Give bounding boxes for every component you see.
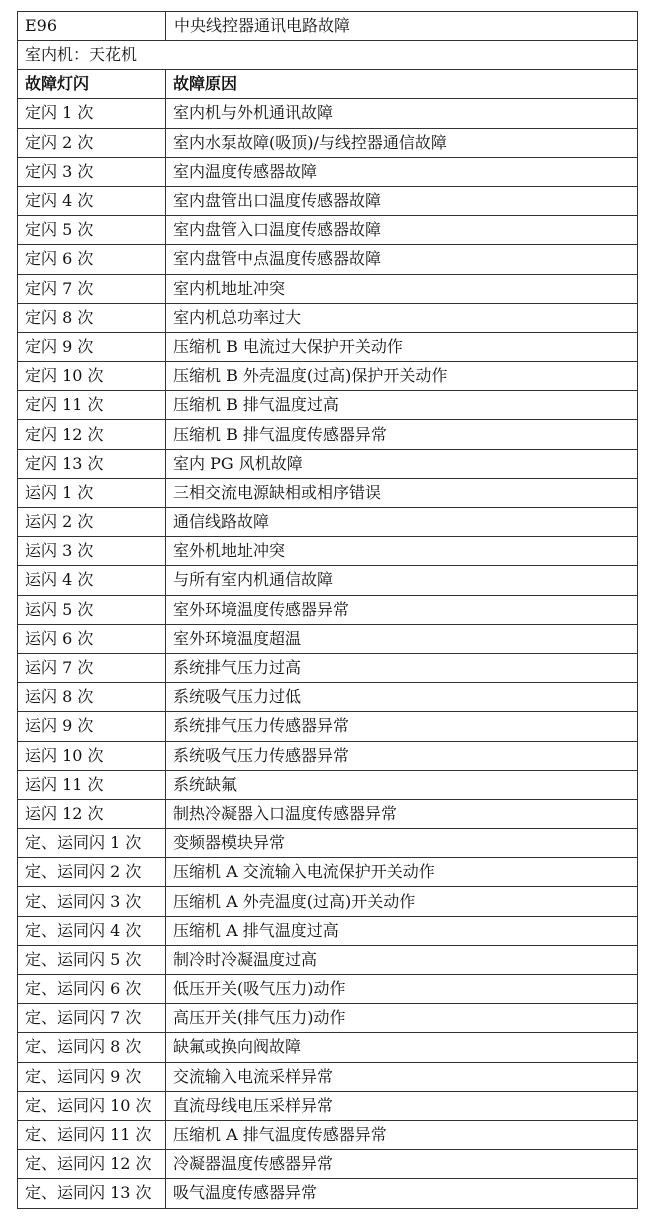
table-row (18, 653, 638, 682)
blink-pattern-cell: 定、运同闪 11 次 (18, 1120, 166, 1149)
blink-pattern-cell: 运闪 9 次 (18, 712, 166, 741)
table-row (18, 391, 638, 420)
table-row (18, 99, 638, 128)
column-header-row (18, 70, 638, 99)
blink-pattern-cell: 定、运同闪 8 次 (18, 1033, 166, 1062)
fault-cause-cell: 缺氟或换向阀故障 (166, 1033, 638, 1062)
fault-cause-cell: 室内水泵故障(吸顶)/与线控器通信故障 (166, 128, 638, 157)
fault-cause-cell: 交流输入电流采样异常 (166, 1062, 638, 1091)
fault-cause-cell: 三相交流电源缺相或相序错误 (166, 478, 638, 507)
fault-cause-cell: 制冷时冷凝温度过高 (166, 945, 638, 974)
table-row (18, 420, 638, 449)
blink-pattern-cell: 定闪 6 次 (18, 245, 166, 274)
fault-table-body (18, 12, 638, 1209)
table-row (18, 128, 638, 157)
table-row (18, 741, 638, 770)
fault-cause-cell: 室内机与外机通讯故障 (166, 99, 638, 128)
fault-cause-cell: 直流母线电压采样异常 (166, 1091, 638, 1120)
table-row (18, 1004, 638, 1033)
fault-cause-cell: 冷凝器温度传感器异常 (166, 1150, 638, 1179)
fault-cause-cell: 压缩机 A 排气温度传感器异常 (166, 1120, 638, 1149)
fault-cause-cell: 压缩机 A 外壳温度(过高)开关动作 (166, 887, 638, 916)
fault-cause-cell: 室内盘管中点温度传感器故障 (166, 245, 638, 274)
blink-pattern-cell: 定、运同闪 6 次 (18, 975, 166, 1004)
blink-pattern-cell: 定闪 4 次 (18, 186, 166, 215)
fault-cause-cell: 系统吸气压力传感器异常 (166, 741, 638, 770)
error-code-row (18, 12, 638, 41)
table-row (18, 1150, 638, 1179)
blink-pattern-cell: 定闪 5 次 (18, 216, 166, 245)
fault-cause-cell: 系统排气压力过高 (166, 653, 638, 682)
fault-cause-cell: 系统缺氟 (166, 770, 638, 799)
fault-code-document (17, 11, 638, 1209)
fault-cause-cell: 与所有室内机通信故障 (166, 566, 638, 595)
blink-pattern-cell: 运闪 11 次 (18, 770, 166, 799)
fault-cause-cell: 室内温度传感器故障 (166, 157, 638, 186)
table-row (18, 245, 638, 274)
header-blink-pattern: 故障灯闪 (18, 70, 166, 99)
blink-pattern-cell: 定、运同闪 7 次 (18, 1004, 166, 1033)
fault-cause-cell: 室内盘管入口温度传感器故障 (166, 216, 638, 245)
fault-cause-cell: 室内机地址冲突 (166, 274, 638, 303)
blink-pattern-cell: 定、运同闪 1 次 (18, 829, 166, 858)
table-row (18, 975, 638, 1004)
fault-cause-cell: 压缩机 A 交流输入电流保护开关动作 (166, 858, 638, 887)
table-row (18, 216, 638, 245)
blink-pattern-cell: 定闪 3 次 (18, 157, 166, 186)
blink-pattern-cell: 定闪 12 次 (18, 420, 166, 449)
blink-pattern-cell: 运闪 6 次 (18, 624, 166, 653)
table-row (18, 1033, 638, 1062)
table-row (18, 799, 638, 828)
fault-cause-cell: 压缩机 B 外壳温度(过高)保护开关动作 (166, 362, 638, 391)
blink-pattern-cell: 运闪 3 次 (18, 537, 166, 566)
fault-cause-cell: 室内机总功率过大 (166, 303, 638, 332)
blink-pattern-cell: 定、运同闪 10 次 (18, 1091, 166, 1120)
table-row (18, 1062, 638, 1091)
blink-pattern-cell: 运闪 4 次 (18, 566, 166, 595)
blink-pattern-cell: 定、运同闪 5 次 (18, 945, 166, 974)
table-row (18, 362, 638, 391)
header-fault-cause: 故障原因 (166, 70, 638, 99)
blink-pattern-cell: 运闪 5 次 (18, 595, 166, 624)
blink-pattern-cell: 定闪 2 次 (18, 128, 166, 157)
blink-pattern-cell: 定、运同闪 13 次 (18, 1179, 166, 1208)
table-row (18, 770, 638, 799)
blink-pattern-cell: 定闪 7 次 (18, 274, 166, 303)
fault-cause-cell: 压缩机 B 电流过大保护开关动作 (166, 332, 638, 361)
blink-pattern-cell: 运闪 12 次 (18, 799, 166, 828)
fault-cause-cell: 室外机地址冲突 (166, 537, 638, 566)
table-row (18, 683, 638, 712)
table-row (18, 566, 638, 595)
table-row (18, 595, 638, 624)
table-row (18, 157, 638, 186)
fault-cause-cell: 系统排气压力传感器异常 (166, 712, 638, 741)
table-row (18, 332, 638, 361)
blink-pattern-cell: 定、运同闪 3 次 (18, 887, 166, 916)
table-row (18, 1091, 638, 1120)
fault-code-table (17, 11, 638, 1209)
blink-pattern-cell: 定闪 13 次 (18, 449, 166, 478)
table-row (18, 916, 638, 945)
table-row (18, 186, 638, 215)
fault-cause-cell: 室内 PG 风机故障 (166, 449, 638, 478)
fault-cause-cell: 压缩机 A 排气温度过高 (166, 916, 638, 945)
fault-cause-cell: 变频器模块异常 (166, 829, 638, 858)
fault-cause-cell: 吸气温度传感器异常 (166, 1179, 638, 1208)
fault-cause-cell: 低压开关(吸气压力)动作 (166, 975, 638, 1004)
blink-pattern-cell: 运闪 8 次 (18, 683, 166, 712)
table-row (18, 829, 638, 858)
blink-pattern-cell: 定、运同闪 9 次 (18, 1062, 166, 1091)
blink-pattern-cell: 定、运同闪 2 次 (18, 858, 166, 887)
blink-pattern-cell: 运闪 1 次 (18, 478, 166, 507)
fault-cause-cell: 压缩机 B 排气温度传感器异常 (166, 420, 638, 449)
table-row (18, 945, 638, 974)
fault-cause-cell: 室外环境温度传感器异常 (166, 595, 638, 624)
fault-cause-cell: 高压开关(排气压力)动作 (166, 1004, 638, 1033)
table-row (18, 449, 638, 478)
table-row (18, 1120, 638, 1149)
table-row (18, 274, 638, 303)
fault-cause-cell: 通信线路故障 (166, 508, 638, 537)
blink-pattern-cell: 定闪 1 次 (18, 99, 166, 128)
fault-cause-cell: 压缩机 B 排气温度过高 (166, 391, 638, 420)
blink-pattern-cell: 运闪 7 次 (18, 653, 166, 682)
error-code-cell: E96 (18, 12, 166, 41)
fault-cause-cell: 室内盘管出口温度传感器故障 (166, 186, 638, 215)
table-row (18, 537, 638, 566)
blink-pattern-cell: 定闪 8 次 (18, 303, 166, 332)
error-title-cell: 中央线控器通讯电路故障 (166, 12, 638, 41)
table-row (18, 1179, 638, 1208)
blink-pattern-cell: 定、运同闪 4 次 (18, 916, 166, 945)
fault-cause-cell: 系统吸气压力过低 (166, 683, 638, 712)
table-row (18, 478, 638, 507)
table-row (18, 508, 638, 537)
section-row (18, 41, 638, 70)
fault-cause-cell: 室外环境温度超温 (166, 624, 638, 653)
table-row (18, 887, 638, 916)
blink-pattern-cell: 定、运同闪 12 次 (18, 1150, 166, 1179)
section-title-cell: 室内机：天花机 (18, 41, 638, 70)
blink-pattern-cell: 运闪 2 次 (18, 508, 166, 537)
blink-pattern-cell: 定闪 9 次 (18, 332, 166, 361)
fault-cause-cell: 制热冷凝器入口温度传感器异常 (166, 799, 638, 828)
blink-pattern-cell: 定闪 11 次 (18, 391, 166, 420)
table-row (18, 303, 638, 332)
blink-pattern-cell: 运闪 10 次 (18, 741, 166, 770)
table-row (18, 624, 638, 653)
table-row (18, 712, 638, 741)
table-row (18, 858, 638, 887)
blink-pattern-cell: 定闪 10 次 (18, 362, 166, 391)
